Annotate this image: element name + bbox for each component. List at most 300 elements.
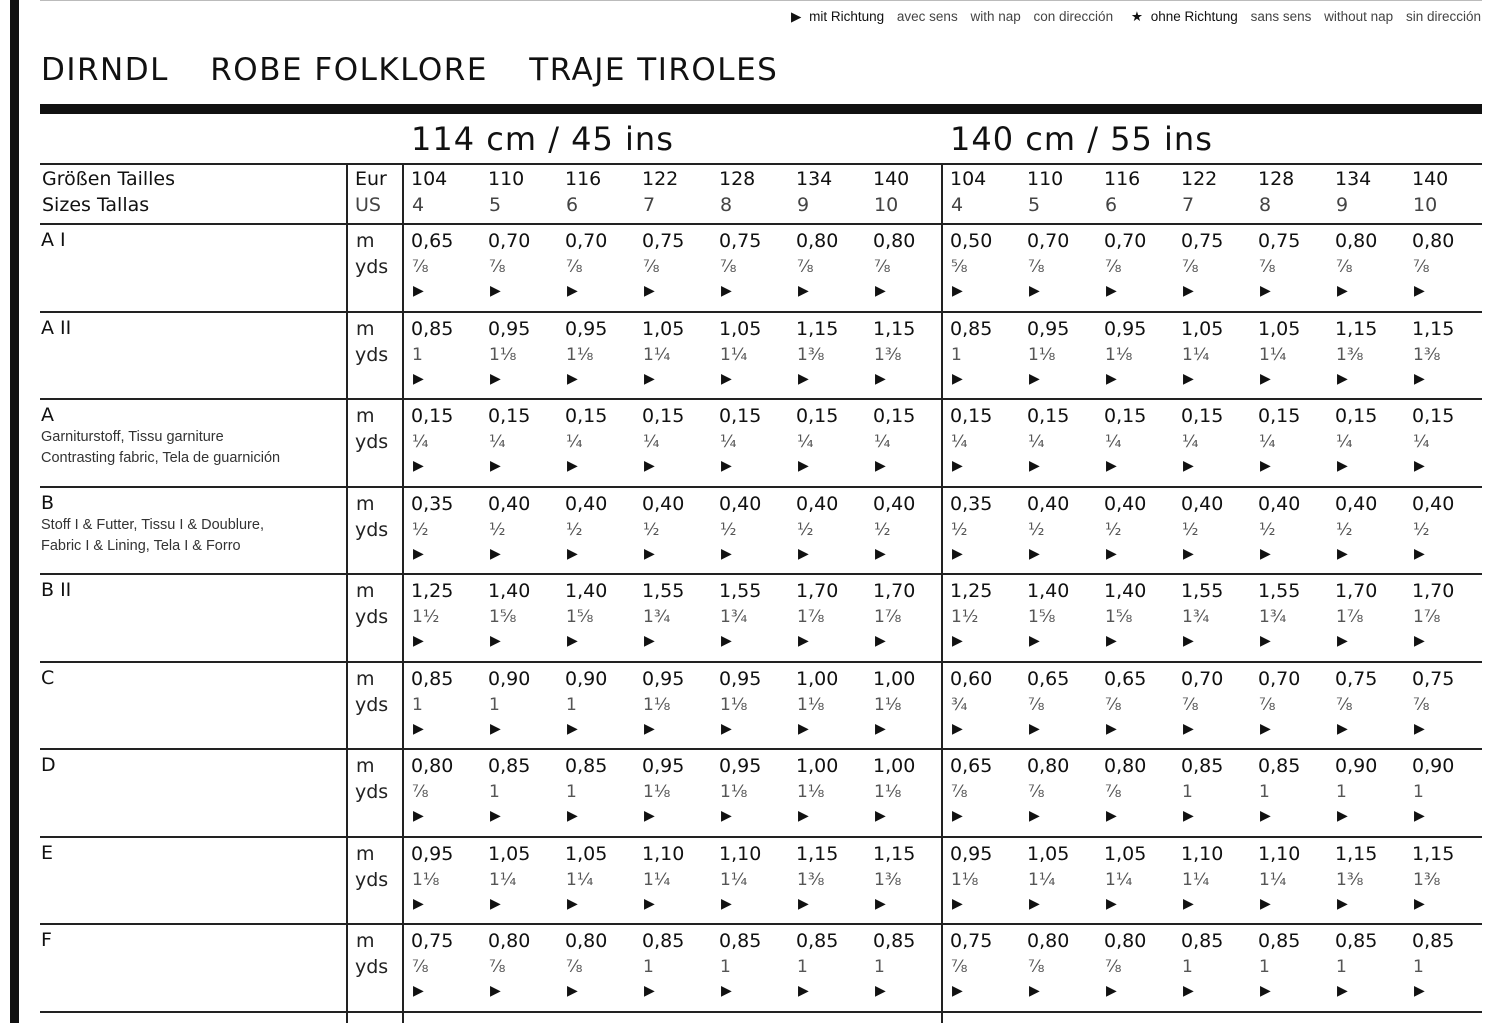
with-nap-arrow-icon: ▶ xyxy=(644,895,655,912)
yards-value: 1⅛ xyxy=(874,782,902,802)
yards-value: 1¼ xyxy=(1105,869,1133,890)
unit-m: m xyxy=(356,842,375,865)
with-nap-arrow-icon: ▶ xyxy=(1029,283,1040,299)
with-nap-arrow-icon: ▶ xyxy=(413,983,424,999)
metres-value: 0,65 xyxy=(1104,667,1147,690)
metres-value: 0,35 xyxy=(950,492,993,515)
row-rule xyxy=(40,486,1482,488)
yards-value: ½ xyxy=(1259,519,1276,540)
view-fabric-note: Contrasting fabric, Tela de guarnición xyxy=(41,450,281,466)
yards-value: ¼ xyxy=(412,432,429,452)
yards-value: 1¼ xyxy=(1182,344,1210,365)
eur-size: 104 xyxy=(950,168,987,190)
unit-yds: yds xyxy=(355,956,389,978)
view-label: D xyxy=(41,754,56,776)
without-nap-fr: sans sens xyxy=(1250,9,1312,24)
unit-m: m xyxy=(356,405,375,427)
yards-value: 1⅛ xyxy=(566,344,594,365)
with-nap-arrow-icon: ▶ xyxy=(798,545,809,562)
with-nap-arrow-icon: ▶ xyxy=(1183,370,1194,387)
view-label: A II xyxy=(41,316,72,339)
row-rule xyxy=(40,661,1482,663)
metres-value: 0,80 xyxy=(1335,230,1378,252)
yards-value: 1⅛ xyxy=(874,694,902,715)
yards-value: ⅝ xyxy=(951,257,968,277)
eur-size: 110 xyxy=(1027,168,1064,190)
with-nap-arrow-icon: ▶ xyxy=(490,633,501,649)
with-nap-arrow-icon: ▶ xyxy=(1106,283,1117,299)
with-nap-arrow-icon: ▶ xyxy=(1414,720,1425,737)
with-nap-arrow-icon: ▶ xyxy=(1414,545,1425,562)
metres-value: 1,70 xyxy=(1335,580,1378,602)
yards-value: ½ xyxy=(412,519,429,540)
us-size: 4 xyxy=(951,194,964,216)
unit-m: m xyxy=(356,492,375,515)
metres-value: 0,85 xyxy=(1181,755,1224,777)
unit-yds: yds xyxy=(355,431,389,453)
metres-value: 0,95 xyxy=(950,842,993,865)
yards-value: ½ xyxy=(1182,519,1199,540)
with-nap-arrow-icon: ▶ xyxy=(1414,895,1425,912)
metres-value: 1,05 xyxy=(488,842,531,865)
metres-value: 0,85 xyxy=(1258,755,1301,777)
with-nap-arrow-icon: ▶ xyxy=(1260,983,1271,999)
eur-size: 128 xyxy=(1258,168,1295,190)
yards-value: 1⅝ xyxy=(1028,607,1056,627)
without-nap-de: ohne Richtung xyxy=(1150,9,1238,24)
yards-value: 1⅜ xyxy=(797,344,825,365)
row-rule xyxy=(40,836,1482,838)
yards-value: 1⅜ xyxy=(797,869,825,890)
with-nap-arrow-icon: ▶ xyxy=(413,545,424,562)
with-nap-arrow-icon: ▶ xyxy=(567,283,578,299)
title-rule xyxy=(40,104,1482,114)
yards-value: 1⅛ xyxy=(412,869,440,890)
metres-value: 0,85 xyxy=(1258,930,1301,952)
metres-value: 0,90 xyxy=(488,667,531,690)
metres-value: 0,15 xyxy=(1027,405,1070,427)
with-nap-arrow-icon: ▶ xyxy=(875,370,886,387)
view-label: B II xyxy=(41,579,72,601)
metres-value: 0,80 xyxy=(1104,755,1147,777)
metres-value: 0,75 xyxy=(719,230,762,252)
with-nap-arrow-icon: ▶ xyxy=(567,545,578,562)
metres-value: 0,80 xyxy=(1027,755,1070,777)
yards-value: 1¾ xyxy=(1182,607,1210,627)
with-nap-arrow-icon: ▶ xyxy=(875,458,886,474)
metres-value: 1,05 xyxy=(1104,842,1147,865)
with-nap-arrow-icon: ▶ xyxy=(952,983,963,999)
with-nap-arrow-icon: ▶ xyxy=(490,808,501,824)
metres-value: 0,15 xyxy=(950,405,993,427)
with-nap-arrow-icon: ▶ xyxy=(798,895,809,912)
with-nap-arrow-icon: ▶ xyxy=(1183,983,1194,999)
yards-value: 1⅛ xyxy=(720,694,748,715)
metres-value: 0,80 xyxy=(488,930,531,952)
with-nap-arrow-icon: ▶ xyxy=(798,283,809,299)
with-nap-arrow-icon: ▶ xyxy=(644,720,655,737)
with-nap-arrow-icon: ▶ xyxy=(567,720,578,737)
eur-size: 134 xyxy=(1335,168,1372,190)
with-nap-arrow-icon: ▶ xyxy=(413,808,424,824)
yards-value: ⅞ xyxy=(1028,782,1045,802)
with-nap-arrow-icon: ▶ xyxy=(1260,458,1271,474)
view-fabric-note: Fabric I & Lining, Tela I & Forro xyxy=(41,537,241,554)
with-nap-arrow-icon: ▶ xyxy=(567,808,578,824)
metres-value: 0,70 xyxy=(1104,230,1147,252)
yards-value: 1¼ xyxy=(1182,869,1210,890)
metres-value: 0,40 xyxy=(642,492,685,515)
with-nap-arrow-icon: ▶ xyxy=(952,283,963,299)
with-nap-symbol: ▶ xyxy=(790,9,802,24)
yards-value: ⅞ xyxy=(1105,257,1122,277)
with-nap-arrow-icon: ▶ xyxy=(1260,720,1271,737)
with-nap-arrow-icon: ▶ xyxy=(721,283,732,299)
us-label: US xyxy=(355,194,381,216)
metres-value: 0,15 xyxy=(642,405,685,427)
with-nap-arrow-icon: ▶ xyxy=(721,458,732,474)
eur-size: 134 xyxy=(796,168,833,190)
with-nap-arrow-icon: ▶ xyxy=(721,808,732,824)
yards-value: ½ xyxy=(797,519,814,540)
yards-value: 1⅜ xyxy=(1413,344,1441,365)
with-nap-arrow-icon: ▶ xyxy=(952,633,963,649)
yards-value: ⅞ xyxy=(951,957,968,977)
with-nap-en: with nap xyxy=(970,9,1021,24)
metres-value: 0,75 xyxy=(1181,230,1224,252)
row-rule xyxy=(40,1011,1482,1013)
yards-value: 1 xyxy=(874,957,885,977)
yards-value: 1 xyxy=(412,694,423,715)
yards-value: ⅞ xyxy=(1182,694,1199,715)
eur-size: 128 xyxy=(719,168,756,190)
with-nap-arrow-icon: ▶ xyxy=(1260,283,1271,299)
eur-size: 116 xyxy=(1104,168,1141,190)
view-label: F xyxy=(41,929,52,951)
with-nap-arrow-icon: ▶ xyxy=(1260,370,1271,387)
yards-value: ¼ xyxy=(1413,432,1430,452)
with-nap-arrow-icon: ▶ xyxy=(798,983,809,999)
metres-value: 0,40 xyxy=(1104,492,1147,515)
metres-value: 0,95 xyxy=(1027,317,1070,340)
with-nap-arrow-icon: ▶ xyxy=(1106,895,1117,912)
yards-value: ⅞ xyxy=(1336,257,1353,277)
eur-label: Eur xyxy=(355,168,387,190)
metres-value: 0,40 xyxy=(796,492,839,515)
with-nap-arrow-icon: ▶ xyxy=(1029,458,1040,474)
with-nap-arrow-icon: ▶ xyxy=(798,720,809,737)
with-nap-arrow-icon: ▶ xyxy=(952,895,963,912)
with-nap-arrow-icon: ▶ xyxy=(721,720,732,737)
with-nap-arrow-icon: ▶ xyxy=(1337,720,1348,737)
with-nap-arrow-icon: ▶ xyxy=(567,633,578,649)
with-nap-arrow-icon: ▶ xyxy=(490,283,501,299)
metres-value: 0,70 xyxy=(565,230,608,252)
yards-value: ¼ xyxy=(489,432,506,452)
with-nap-arrow-icon: ▶ xyxy=(798,633,809,649)
yards-value: 1 xyxy=(643,957,654,977)
with-nap-arrow-icon: ▶ xyxy=(644,458,655,474)
metres-value: 0,80 xyxy=(565,930,608,952)
us-size: 10 xyxy=(874,194,899,216)
with-nap-arrow-icon: ▶ xyxy=(490,458,501,474)
with-nap-arrow-icon: ▶ xyxy=(490,720,501,737)
row-rule xyxy=(40,748,1482,750)
yards-value: ⅞ xyxy=(1413,694,1430,715)
us-size: 9 xyxy=(797,194,810,216)
metres-value: 1,40 xyxy=(1104,580,1147,602)
unit-m: m xyxy=(356,667,375,690)
with-nap-arrow-icon: ▶ xyxy=(1414,283,1425,299)
with-nap-arrow-icon: ▶ xyxy=(1337,458,1348,474)
top-rule xyxy=(40,0,1482,1)
with-nap-arrow-icon: ▶ xyxy=(1029,370,1040,387)
metres-value: 0,95 xyxy=(1104,317,1147,340)
unit-yds: yds xyxy=(355,518,389,541)
metres-value: 0,95 xyxy=(488,317,531,340)
yards-value: 1⅛ xyxy=(797,694,825,715)
metres-value: 0,75 xyxy=(642,230,685,252)
metres-value: 1,40 xyxy=(488,580,531,602)
with-nap-arrow-icon: ▶ xyxy=(1106,545,1117,562)
title-fr: ROBE FOLKLORE xyxy=(210,52,488,88)
with-nap-arrow-icon: ▶ xyxy=(1183,895,1194,912)
with-nap-arrow-icon: ▶ xyxy=(1337,283,1348,299)
yards-value: 1⅛ xyxy=(489,344,517,365)
yards-value: ⅞ xyxy=(566,257,583,277)
with-nap-arrow-icon: ▶ xyxy=(1029,633,1040,649)
yards-value: 1 xyxy=(1336,957,1347,977)
yards-value: ¼ xyxy=(566,432,583,452)
with-nap-arrow-icon: ▶ xyxy=(644,370,655,387)
metres-value: 1,05 xyxy=(1027,842,1070,865)
yards-value: ⅞ xyxy=(1182,257,1199,277)
metres-value: 1,00 xyxy=(873,667,916,690)
metres-value: 0,75 xyxy=(411,930,454,952)
metres-value: 0,60 xyxy=(950,667,993,690)
eur-size: 104 xyxy=(411,168,448,190)
yards-value: ⅞ xyxy=(566,957,583,977)
nap-legend xyxy=(791,9,1481,25)
yards-value: 1⅜ xyxy=(874,344,902,365)
with-nap-arrow-icon: ▶ xyxy=(1337,983,1348,999)
yards-value: 1⅞ xyxy=(874,607,902,627)
metres-value: 1,15 xyxy=(1412,317,1455,340)
yards-value: ¼ xyxy=(720,432,737,452)
metres-value: 0,15 xyxy=(1258,405,1301,427)
eur-size: 140 xyxy=(873,168,910,190)
with-nap-arrow-icon: ▶ xyxy=(952,545,963,562)
with-nap-arrow-icon: ▶ xyxy=(721,983,732,999)
yards-value: 1⅛ xyxy=(951,869,979,890)
us-size: 7 xyxy=(1182,194,1195,216)
title-de: DIRNDL xyxy=(41,52,169,88)
with-nap-arrow-icon: ▶ xyxy=(952,720,963,737)
with-nap-arrow-icon: ▶ xyxy=(952,370,963,387)
with-nap-arrow-icon: ▶ xyxy=(1106,458,1117,474)
yards-value: 1 xyxy=(412,344,423,365)
metres-value: 0,15 xyxy=(1181,405,1224,427)
metres-value: 0,85 xyxy=(488,755,531,777)
yards-value: ¼ xyxy=(1336,432,1353,452)
metres-value: 1,15 xyxy=(873,842,916,865)
metres-value: 0,40 xyxy=(1412,492,1455,515)
with-nap-arrow-icon: ▶ xyxy=(1106,720,1117,737)
yards-value: 1⅜ xyxy=(1336,344,1364,365)
with-nap-arrow-icon: ▶ xyxy=(1183,720,1194,737)
us-size: 8 xyxy=(720,194,733,216)
metres-value: 0,15 xyxy=(565,405,608,427)
metres-value: 0,80 xyxy=(1104,930,1147,952)
yards-value: 1 xyxy=(951,344,962,365)
metres-value: 1,10 xyxy=(642,842,685,865)
yards-value: 1 xyxy=(1259,782,1270,802)
metres-value: 0,85 xyxy=(565,755,608,777)
metres-value: 1,00 xyxy=(873,755,916,777)
yards-value: 1¼ xyxy=(643,869,671,890)
unit-yds: yds xyxy=(355,781,389,803)
metres-value: 0,65 xyxy=(950,755,993,777)
row-rule xyxy=(40,923,1482,925)
yards-value: 1⅛ xyxy=(1105,344,1133,365)
yards-value: ⅞ xyxy=(1259,694,1276,715)
unit-column-rule xyxy=(346,163,348,1023)
metres-value: 1,10 xyxy=(1258,842,1301,865)
metres-value: 1,25 xyxy=(411,580,454,602)
unit-yds: yds xyxy=(355,606,389,628)
yards-value: ⅞ xyxy=(951,782,968,802)
yards-value: 1⅛ xyxy=(643,782,671,802)
yards-value: 1 xyxy=(1259,957,1270,977)
yards-value: 1⅞ xyxy=(797,607,825,627)
with-nap-arrow-icon: ▶ xyxy=(875,545,886,562)
metres-value: 0,70 xyxy=(488,230,531,252)
eur-size: 140 xyxy=(1412,168,1449,190)
yards-value: ⅞ xyxy=(874,257,891,277)
with-nap-arrow-icon: ▶ xyxy=(413,720,424,737)
metres-value: 1,15 xyxy=(1412,842,1455,865)
fabric-width-140: 140 cm / 55 ins xyxy=(950,120,1213,158)
metres-value: 1,70 xyxy=(873,580,916,602)
metres-value: 0,95 xyxy=(642,755,685,777)
with-nap-arrow-icon: ▶ xyxy=(952,458,963,474)
unit-yds: yds xyxy=(355,693,389,716)
with-nap-arrow-icon: ▶ xyxy=(644,808,655,824)
metres-value: 0,15 xyxy=(873,405,916,427)
metres-value: 0,75 xyxy=(1258,230,1301,252)
with-nap-arrow-icon: ▶ xyxy=(1029,983,1040,999)
yards-value: 1¼ xyxy=(1259,869,1287,890)
yards-value: ¾ xyxy=(951,694,968,715)
with-nap-arrow-icon: ▶ xyxy=(413,283,424,299)
yards-value: 1⅜ xyxy=(1336,869,1364,890)
unit-m: m xyxy=(356,930,375,952)
metres-value: 0,70 xyxy=(1027,230,1070,252)
with-nap-arrow-icon: ▶ xyxy=(721,633,732,649)
metres-value: 0,40 xyxy=(873,492,916,515)
yards-value: ⅞ xyxy=(1028,694,1045,715)
yards-value: 1⅛ xyxy=(720,782,748,802)
yards-value: ¼ xyxy=(951,432,968,452)
metres-value: 0,80 xyxy=(1027,930,1070,952)
yards-value: ⅞ xyxy=(1336,694,1353,715)
yards-value: 1¼ xyxy=(720,869,748,890)
yards-value: 1¼ xyxy=(643,344,671,365)
metres-value: 0,15 xyxy=(719,405,762,427)
view-label: E xyxy=(41,841,54,864)
yards-value: ¼ xyxy=(1259,432,1276,452)
with-nap-arrow-icon: ▶ xyxy=(798,808,809,824)
with-nap-arrow-icon: ▶ xyxy=(875,895,886,912)
yards-value: 1¼ xyxy=(566,869,594,890)
with-nap-arrow-icon: ▶ xyxy=(1414,458,1425,474)
yards-value: ⅞ xyxy=(643,257,660,277)
metres-value: 0,85 xyxy=(950,317,993,340)
yards-value: ½ xyxy=(1336,519,1353,540)
with-nap-arrow-icon: ▶ xyxy=(1106,983,1117,999)
yards-value: ⅞ xyxy=(797,257,814,277)
yards-value: ⅞ xyxy=(1413,257,1430,277)
with-nap-arrow-icon: ▶ xyxy=(1106,370,1117,387)
yards-value: ⅞ xyxy=(1105,694,1122,715)
unit-m: m xyxy=(356,755,375,777)
with-nap-arrow-icon: ▶ xyxy=(644,283,655,299)
yards-value: ¼ xyxy=(643,432,660,452)
us-size: 6 xyxy=(1105,194,1118,216)
view-label: A xyxy=(41,404,54,426)
metres-value: 0,70 xyxy=(1181,667,1224,690)
eur-size: 122 xyxy=(642,168,679,190)
metres-value: 1,55 xyxy=(1258,580,1301,602)
with-nap-arrow-icon: ▶ xyxy=(644,545,655,562)
yards-value: ½ xyxy=(1413,519,1430,540)
with-nap-arrow-icon: ▶ xyxy=(1029,720,1040,737)
left-edge-bar xyxy=(10,0,19,1023)
metres-value: 0,80 xyxy=(1412,230,1455,252)
sizes-label-line2: Sizes Tallas xyxy=(42,194,150,216)
metres-value: 1,55 xyxy=(642,580,685,602)
with-nap-fr: avec sens xyxy=(896,9,958,24)
yards-value: ⅞ xyxy=(489,957,506,977)
metres-value: 0,95 xyxy=(565,317,608,340)
yards-value: 1⅛ xyxy=(797,782,825,802)
yards-value: 1 xyxy=(1413,957,1424,977)
with-nap-arrow-icon: ▶ xyxy=(798,458,809,474)
with-nap-arrow-icon: ▶ xyxy=(567,895,578,912)
with-nap-arrow-icon: ▶ xyxy=(413,370,424,387)
yards-value: 1¼ xyxy=(1028,869,1056,890)
with-nap-arrow-icon: ▶ xyxy=(1337,545,1348,562)
metres-value: 1,40 xyxy=(565,580,608,602)
yards-value: ¼ xyxy=(1105,432,1122,452)
fabric-width-114: 114 cm / 45 ins xyxy=(411,120,674,158)
metres-value: 0,75 xyxy=(1412,667,1455,690)
metres-value: 0,85 xyxy=(642,930,685,952)
yards-value: ¼ xyxy=(874,432,891,452)
us-size: 10 xyxy=(1413,194,1438,216)
us-size: 8 xyxy=(1259,194,1272,216)
metres-value: 1,00 xyxy=(796,755,839,777)
yards-value: ¼ xyxy=(1028,432,1045,452)
yards-value: ⅞ xyxy=(1028,257,1045,277)
metres-value: 0,35 xyxy=(411,492,454,515)
with-nap-arrow-icon: ▶ xyxy=(644,983,655,999)
eur-size: 110 xyxy=(488,168,525,190)
yards-value: 1½ xyxy=(951,607,979,627)
with-nap-arrow-icon: ▶ xyxy=(875,720,886,737)
metres-value: 0,40 xyxy=(565,492,608,515)
metres-value: 1,10 xyxy=(719,842,762,865)
